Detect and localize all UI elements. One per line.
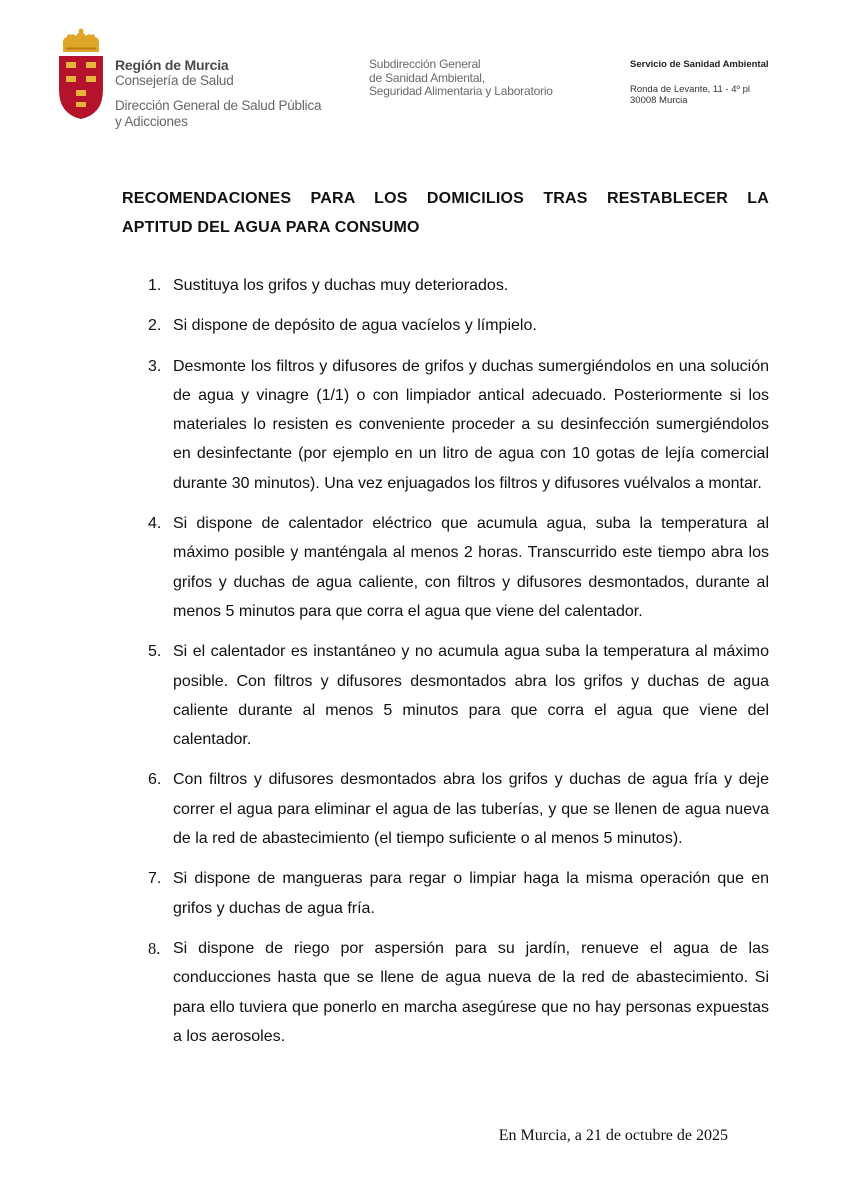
item-text: Desmonte los filtros y difusores de grifos y duchas sumergiéndolos en una solución de agua y vinagre (1/1) o con limpiador antical adecuado. Posteriormente si los materiales lo resisten es conveniente proceder a su desinfección sumergiéndolos en desinfectante (por ejemplo en un litro de agua con 10 gotas de lejía comercial durante 30 minutos). Una vez enjuagados los filtros y difusores vuélvalos a montar. <box>173 357 769 492</box>
service-title: Servicio de Sanidad Ambiental <box>630 59 769 70</box>
list-item <box>140 765 769 853</box>
item-number: 6. <box>148 771 162 789</box>
org-department: Consejería de Salud <box>115 73 234 88</box>
list-item <box>140 509 769 626</box>
list-item <box>140 864 769 923</box>
directorate <box>115 98 321 130</box>
service-block <box>630 59 769 106</box>
document-title <box>122 184 769 242</box>
list-item <box>140 934 769 1051</box>
org-name: Región de Murcia <box>115 57 229 73</box>
item-number: 2. <box>148 317 162 335</box>
item-number: 1. <box>148 277 162 294</box>
item-text: Con filtros y difusores desmontados abra los grifos y duchas de agua fría y deje correr el agua para eliminar el agua de las tuberías, y que se llenen de agua nueva de la red de abastecimiento (el tiempo suficiente o al menos 5 minutos). <box>173 771 769 848</box>
directorate-line-2: y Adicciones <box>115 114 188 129</box>
service-address-line-2: 30008 Murcia <box>630 95 688 106</box>
date-place-footer: En Murcia, a 21 de octubre de 2025 <box>498 1127 728 1144</box>
subdirectorate-line-2: de Sanidad Ambiental, <box>369 70 485 85</box>
item-text: Si dispone de depósito de agua vacíelos y límpielo. <box>173 317 537 335</box>
item-text: Sustituya los grifos y duchas muy deteriorados. <box>173 277 509 294</box>
service-address <box>630 84 769 106</box>
list-item <box>140 352 769 498</box>
subdirectorate-line-3: Seguridad Alimentaria y Laboratorio <box>369 84 553 98</box>
item-number: 8. <box>148 938 161 958</box>
list-item <box>140 637 769 754</box>
item-number: 5. <box>148 643 162 661</box>
item-number: 3. <box>148 357 162 375</box>
subdirectorate-line-1: Subdirección General <box>369 57 481 71</box>
region-murcia-coat-of-arms-icon <box>56 28 106 120</box>
recommendations-list <box>140 271 769 1062</box>
title-line-1: RECOMENDACIONES PARA LOS DOMICILIOS TRAS RESTABLECER LA <box>122 190 769 207</box>
item-number: 7. <box>148 870 162 888</box>
directorate-line-1: Dirección General de Salud Pública <box>115 98 322 113</box>
item-text: Si el calentador es instantáneo y no acumula agua suba la temperatura al máximo posible. Con filtros y difusores desmontados abra los grifos y duchas de agua caliente durante al menos 5 minutos para que corra el agua que viene del calentador. <box>173 643 769 749</box>
item-text: Si dispone de riego por aspersión para su jardín, renueve el agua de las conducciones hasta que se llene de agua nueva de la red de abastecimiento. Si para ello tuviera que ponerlo en marcha asegúrese que no hay personas expuestas a los aerosoles. <box>173 939 769 1045</box>
organization-block <box>115 57 321 130</box>
title-line-2: APTITUD DEL AGUA PARA CONSUMO <box>122 219 420 236</box>
item-text: Si dispone de calentador eléctrico que acumula agua, suba la temperatura al máximo posible y manténgala al menos 2 horas. Transcurrido este tiempo abra los grifos y duchas de agua caliente, con filtros y difusores desmontados, durante al menos 5 minutos para que corra el agua que viene del calentador. <box>173 515 769 620</box>
item-text: Si dispone de mangueras para regar o limpiar haga la misma operación que en grifos y duchas de agua fría. <box>173 870 769 917</box>
list-item <box>140 311 769 340</box>
subdirectorate-block <box>369 58 553 99</box>
item-number: 4. <box>148 515 162 533</box>
service-address-line-1: Ronda de Levante, 11 - 4º pl <box>630 84 751 95</box>
letterhead <box>0 0 849 150</box>
list-item <box>140 271 769 300</box>
